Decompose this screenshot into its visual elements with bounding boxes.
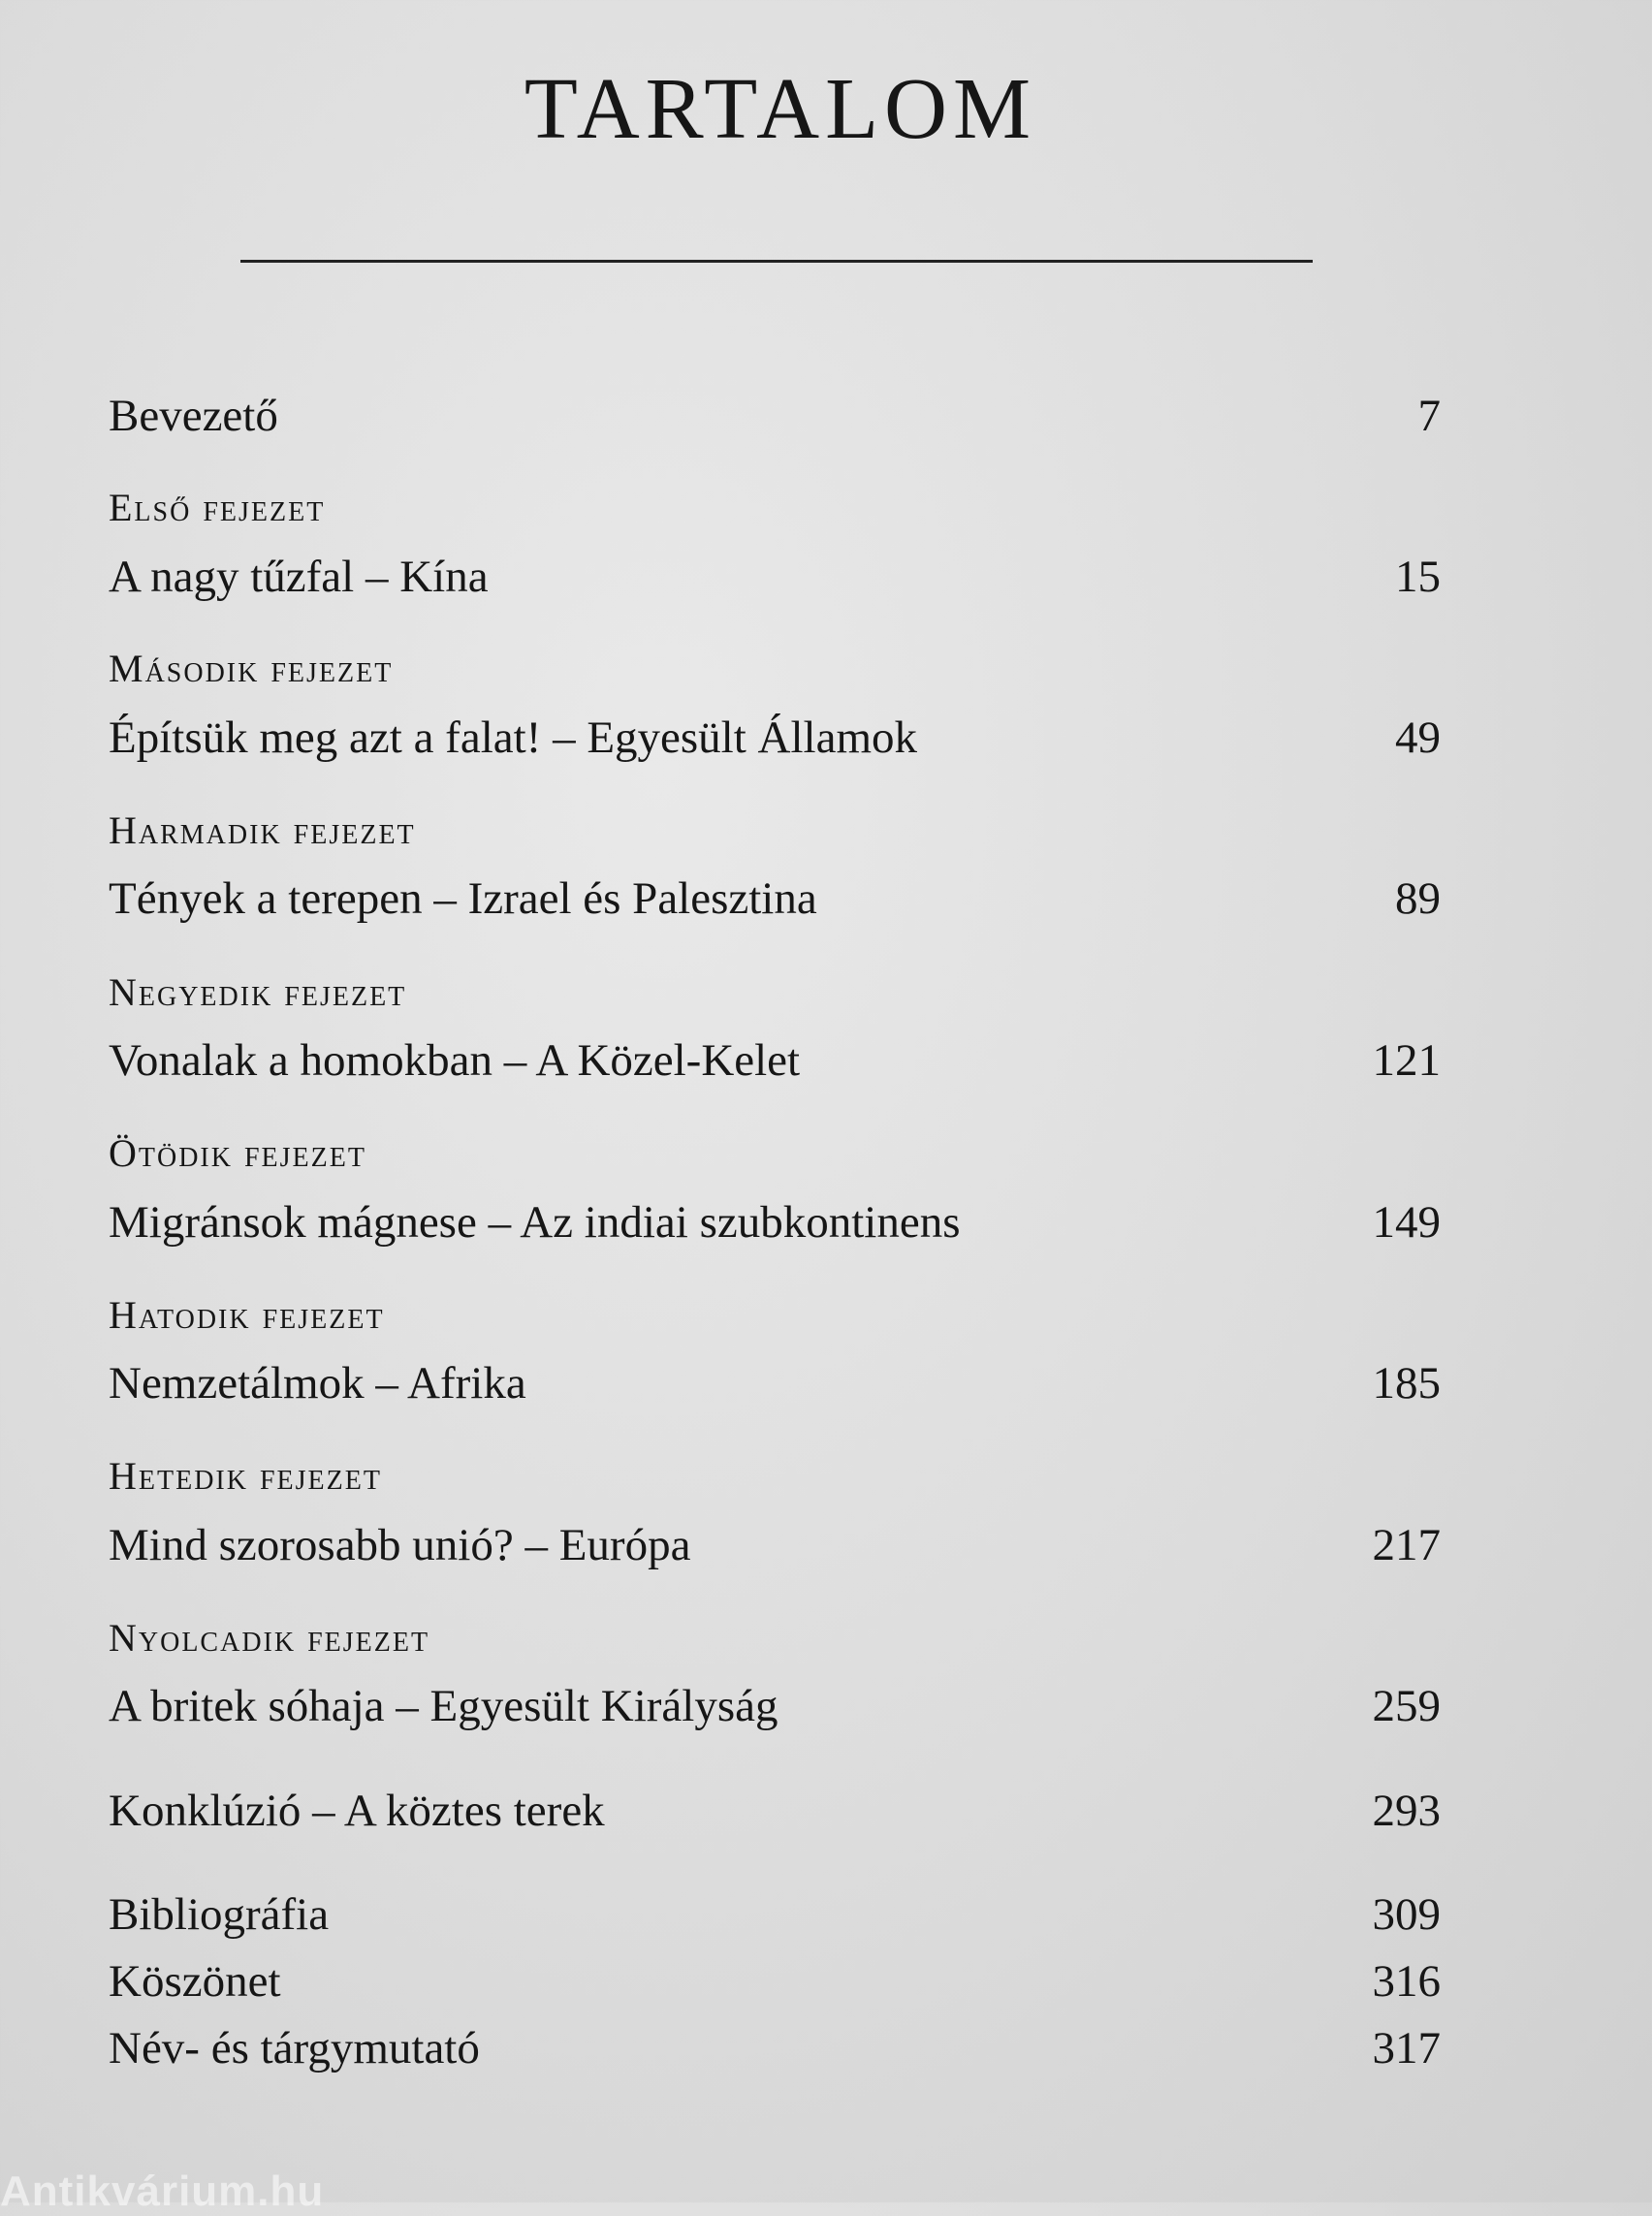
toc-entry-chapter-1[interactable] <box>109 554 1441 600</box>
toc-entry-label: Bibliográfia <box>109 1889 330 1940</box>
toc-entry-label: A nagy tűzfal – Kína <box>109 552 489 602</box>
toc-page-number: 217 <box>1372 1520 1441 1570</box>
toc-page-number: 7 <box>1417 391 1441 441</box>
toc-page-number: 316 <box>1372 1956 1441 2007</box>
toc-entry-label: Név- és tárgymutató <box>109 2023 480 2074</box>
toc-entry-chapter-8[interactable] <box>109 1681 1441 1731</box>
chapter-heading-8: Nyolcadik fejezet <box>109 1616 430 1660</box>
toc-entry-chapter-2[interactable] <box>109 712 1441 763</box>
toc-page-number: 293 <box>1372 1786 1441 1836</box>
toc-entry-chapter-7[interactable] <box>109 1520 1441 1570</box>
toc-entry-label: Bevezető <box>109 391 278 441</box>
toc-entry-label: Vonalak a homokban – A Közel-Kelet <box>109 1035 801 1086</box>
toc-entry-label: Mind szorosabb unió? – Európa <box>109 1520 691 1570</box>
toc-entry-label: Építsük meg azt a falat! – Egyesült Államok <box>109 712 918 763</box>
chapter-heading-7: Hetedik fejezet <box>109 1454 382 1498</box>
toc-entry-chapter-3[interactable] <box>109 873 1441 924</box>
toc-entry-acknowledgements[interactable] <box>109 1956 1441 2007</box>
title-divider <box>240 260 1313 263</box>
toc-page-number: 309 <box>1372 1889 1441 1940</box>
toc-entry-bibliography[interactable] <box>109 1889 1441 1940</box>
toc-page-number: 317 <box>1372 2023 1441 2074</box>
toc-page-number: 259 <box>1372 1681 1441 1731</box>
page-title: TARTALOM <box>524 61 1037 157</box>
toc-page-number: 89 <box>1395 873 1441 924</box>
toc-entry-chapter-6[interactable] <box>109 1358 1441 1409</box>
toc-entry-label: Tények a terepen – Izrael és Palesztina <box>109 873 817 924</box>
toc-entry-chapter-4[interactable] <box>109 1035 1441 1086</box>
chapter-heading-2: Második fejezet <box>109 647 394 690</box>
toc-entry-chapter-5[interactable] <box>109 1197 1441 1248</box>
chapter-heading-3: Harmadik fejezet <box>109 808 416 852</box>
toc-entry-label: Konklúzió – A köztes terek <box>109 1786 605 1836</box>
chapter-heading-5: Ötödik fejezet <box>109 1131 366 1175</box>
toc-entry-index[interactable] <box>109 2023 1441 2074</box>
toc-entry-label: Nemzetálmok – Afrika <box>109 1358 526 1409</box>
toc-page-number: 15 <box>1395 552 1441 602</box>
toc-page-number: 149 <box>1372 1197 1441 1248</box>
chapter-heading-1: Első fejezet <box>109 486 326 529</box>
toc-page-number: 49 <box>1395 712 1441 763</box>
toc-entry-label: Migránsok mágnese – Az indiai szubkontinens <box>109 1197 961 1248</box>
watermark: Antikvárium.hu <box>0 2168 325 2215</box>
chapter-heading-4: Negyedik fejezet <box>109 970 407 1014</box>
toc-entry-label: A britek sóhaja – Egyesült Királyság <box>109 1681 778 1731</box>
chapter-heading-6: Hatodik fejezet <box>109 1293 385 1337</box>
toc-entry-bevezeto[interactable] <box>109 391 1441 441</box>
toc-page-number: 185 <box>1372 1358 1441 1409</box>
toc-entry-label: Köszönet <box>109 1956 281 2007</box>
toc-page-number: 121 <box>1372 1035 1441 1086</box>
toc-entry-conclusion[interactable] <box>109 1786 1441 1836</box>
